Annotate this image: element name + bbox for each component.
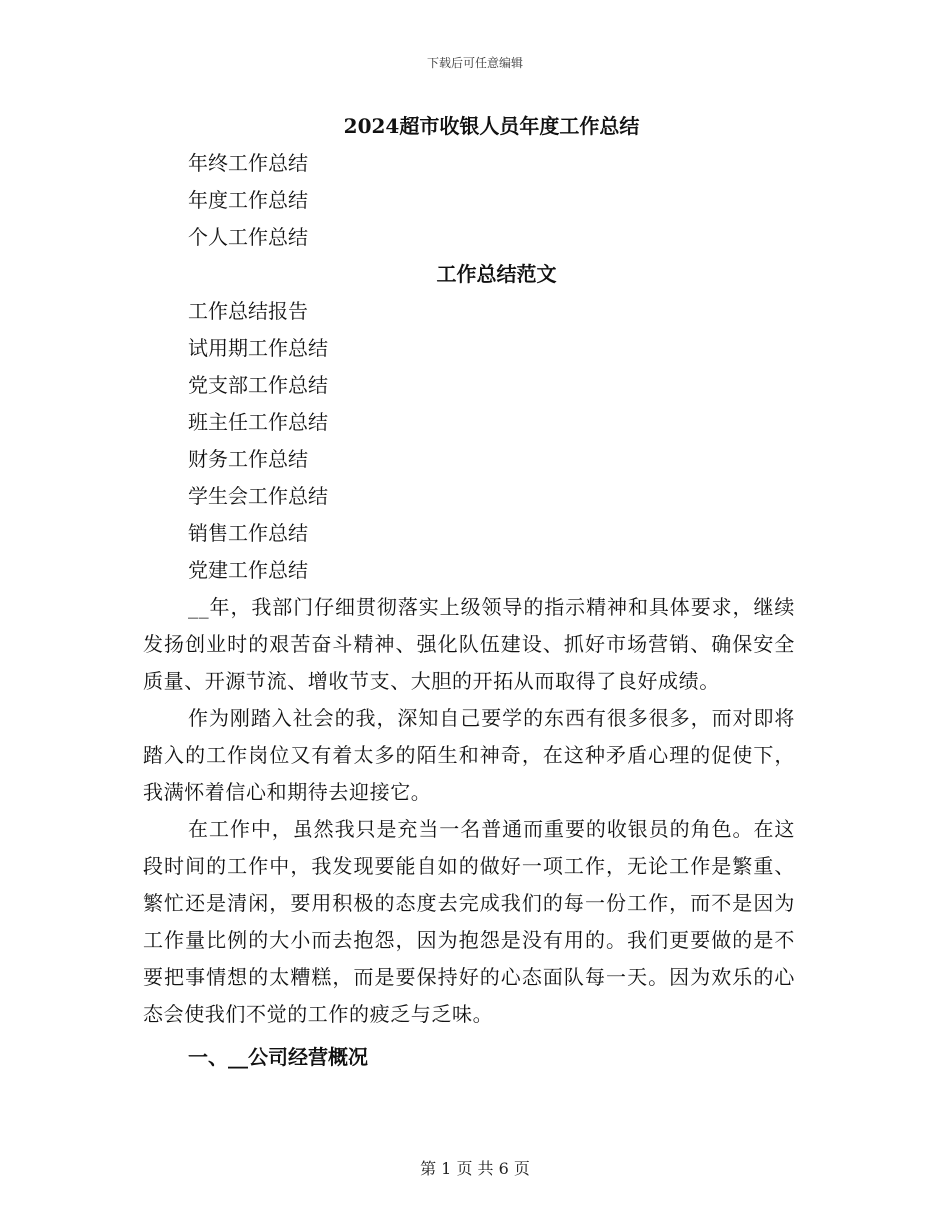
body-paragraph: 在工作中，虽然我只是充当一名普通而重要的收银员的角色。在这段时间的工作中，我发现要能自如的做好一项工作，无论工作是繁重、繁忙还是清闲，要用积极的态度去完成我们的每一份工作，而不是因为工作量比例的大小而去抱怨，因为抱怨是没有用的。我们更要做的是不要把事情想的太糟糕，而是要保持好的心态面队每一天。因为欢乐的心态会使我们不觉的工作的疲乏与乏味。 [143, 817, 795, 1026]
list-item: 班主任工作总结 [188, 410, 328, 434]
list-item: 学生会工作总结 [188, 484, 328, 508]
list-item: 工作总结报告 [188, 299, 308, 323]
header-note: 下载后可任意编辑 [426, 56, 523, 70]
list-item: 年终工作总结 [188, 151, 308, 175]
summary-list-bottom [143, 293, 795, 589]
section-heading: 一、__公司经营概况 [188, 1045, 368, 1069]
list-item: 试用期工作总结 [188, 336, 328, 360]
list-item: 个人工作总结 [188, 225, 308, 249]
document-title: 2024超市收银人员年度工作总结 [343, 114, 640, 138]
body-paragraph: __年，我部门仔细贯彻落实上级领导的指示精神和具体要求，继续发扬创业时的艰苦奋斗精神、强化队伍建设、抓好市场营销、确保安全质量、开源节流、增收节支、大胆的开拓从而取得了良好成绩。 [143, 595, 795, 693]
body-paragraph: 作为刚踏入社会的我，深知自己要学的东西有很多很多，而对即将踏入的工作岗位又有着太多的陌生和神奇，在这种矛盾心理的促使下，我满怀着信心和期待去迎接它。 [143, 706, 795, 804]
document-body [143, 108, 795, 1076]
list-item: 财务工作总结 [188, 447, 308, 471]
list-item: 年度工作总结 [188, 188, 308, 212]
summary-list-top [143, 145, 795, 256]
page-footer: 第 1 页 共 6 页 [420, 1159, 530, 1178]
list-item: 党建工作总结 [188, 558, 308, 582]
list-item: 销售工作总结 [188, 521, 308, 545]
list-item: 党支部工作总结 [188, 373, 328, 397]
section-subtitle: 工作总结范文 [436, 262, 557, 286]
